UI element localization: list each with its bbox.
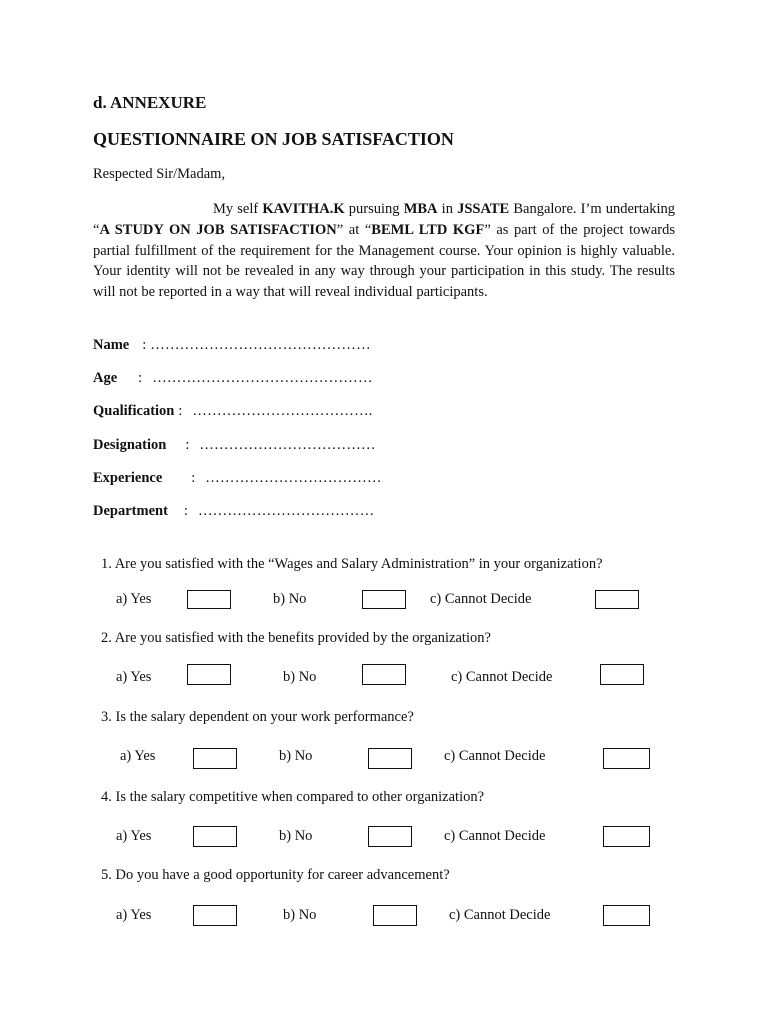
question-2: 2. Are you satisfied with the benefits provided by the organization? [101, 630, 491, 646]
field-label: Designation [93, 437, 167, 453]
checkbox-cannot-decide[interactable] [603, 826, 650, 847]
question-4: 4. Is the salary competitive when compared to other organization? [101, 789, 485, 805]
field-experience[interactable]: Experience : ……………………………… [93, 470, 382, 486]
option-no: b) No [279, 748, 313, 764]
fill-line[interactable]: ………………………………. [192, 403, 373, 419]
salutation: Respected Sir/Madam, [93, 166, 226, 182]
company-name: BEML LTD KGF [371, 221, 485, 238]
checkbox-no[interactable] [362, 590, 406, 609]
checkbox-cannot-decide[interactable] [595, 590, 639, 609]
field-label: Department [93, 503, 168, 519]
checkbox-yes[interactable] [187, 664, 231, 685]
fill-line[interactable]: ……………………………… [197, 503, 375, 519]
checkbox-yes[interactable] [187, 590, 231, 609]
fill-line[interactable]: ……………………………………… [152, 370, 373, 386]
option-yes: a) Yes [116, 669, 152, 685]
fill-line[interactable]: ……………………………………… [150, 337, 371, 353]
option-cannot-decide: c) Cannot Decide [444, 748, 546, 764]
option-no: b) No [283, 669, 317, 685]
option-no: b) No [283, 907, 317, 923]
question-3: 3. Is the salary dependent on your work performance? [101, 709, 414, 725]
student-name: KAVITHA.K [262, 201, 345, 217]
field-label: Qualification [93, 403, 175, 419]
annexure-heading: d. ANNEXURE [93, 93, 207, 112]
field-designation[interactable]: Designation : ……………………………… [93, 437, 376, 453]
field-label: Name [93, 337, 130, 353]
checkbox-no[interactable] [362, 664, 406, 685]
option-cannot-decide: c) Cannot Decide [451, 669, 553, 685]
checkbox-yes[interactable] [193, 905, 237, 926]
field-department[interactable]: Department : ……………………………… [93, 503, 375, 519]
option-cannot-decide: c) Cannot Decide [449, 907, 551, 923]
page-title: QUESTIONNAIRE ON JOB SATISFACTION [93, 129, 454, 149]
option-yes: a) Yes [116, 828, 152, 844]
college: JSSATE [457, 201, 510, 217]
field-name[interactable]: Name : ……………………………………… [93, 337, 371, 353]
checkbox-cannot-decide[interactable] [603, 905, 650, 926]
field-label: Experience [93, 470, 163, 486]
field-age[interactable]: Age : ……………………………………… [93, 370, 373, 386]
intro-paragraph: My self KAVITHA.K pursuing MBA in JSSATE Bangalore. I’m undertaking “A STUDY ON JOB SATISFACTION” at “BEML LTD KGF” as part of the project towards partial fulfillment of the requirement for the Management course. Your opinion is highly valuable. Your identity will not be revealed in any way through your participation in this study. The results will not be reported in a way that will reveal individual participants. [93, 201, 675, 301]
option-no: b) No [273, 591, 307, 607]
checkbox-yes[interactable] [193, 826, 237, 847]
option-no: b) No [279, 828, 313, 844]
question-5: 5. Do you have a good opportunity for career advancement? [101, 867, 450, 883]
checkbox-no[interactable] [373, 905, 417, 926]
option-cannot-decide: c) Cannot Decide [444, 828, 546, 844]
option-yes: a) Yes [116, 591, 152, 607]
degree: MBA [403, 201, 438, 217]
checkbox-no[interactable] [368, 748, 412, 769]
checkbox-cannot-decide[interactable] [603, 748, 650, 769]
option-yes: a) Yes [120, 748, 156, 764]
fill-line[interactable]: ……………………………… [199, 437, 376, 453]
checkbox-cannot-decide[interactable] [600, 664, 644, 685]
option-cannot-decide: c) Cannot Decide [430, 591, 532, 607]
checkbox-no[interactable] [368, 826, 412, 847]
field-qualification[interactable]: Qualification : ………………………………. [93, 403, 373, 419]
checkbox-yes[interactable] [193, 748, 237, 769]
question-1: 1. Are you satisfied with the “Wages and Salary Administration” in your organization? [101, 556, 603, 572]
option-yes: a) Yes [116, 907, 152, 923]
field-label: Age [93, 370, 118, 386]
study-title: A STUDY ON JOB SATISFACTION [99, 221, 337, 238]
fill-line[interactable]: ……………………………… [205, 470, 382, 486]
